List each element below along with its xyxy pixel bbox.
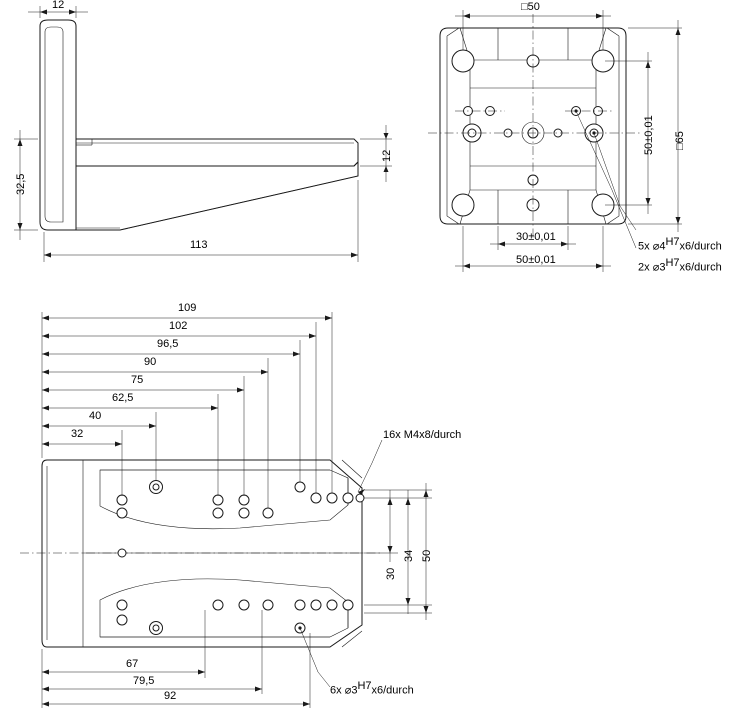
- side-dim-113: 113: [190, 239, 208, 251]
- diameter-icon-2: ⌀: [652, 261, 660, 274]
- top-dim-square-65: □65: [674, 131, 686, 150]
- side-dim-12-top: 12: [52, 0, 65, 11]
- side-dim-12-arm: 12: [381, 149, 393, 162]
- front-dim-92: 92: [164, 690, 177, 702]
- front-dim-79-5: 79,5: [133, 675, 155, 687]
- front-dim-75: 75: [131, 374, 144, 386]
- front-plan-geometry: [20, 460, 380, 647]
- front-dim-102: 102: [169, 320, 188, 332]
- front-dim-96-5: 96,5: [157, 338, 179, 350]
- front-dim-90: 90: [144, 356, 157, 368]
- front-plan-bottom-dimensions: [42, 440, 382, 708]
- top-note-hole-4mm: 5x ⌀4H7x6/durch: [638, 236, 722, 253]
- front-dim-50: 50: [421, 549, 433, 562]
- top-dim-30-tol: 30±0,01: [516, 231, 556, 243]
- front-note-thread-m4: 16x M4x8/durch: [383, 429, 462, 441]
- top-note-hole-3mm: 2x ⌀3H7x6/durch: [638, 257, 722, 274]
- top-dim-square-50: □50: [521, 1, 540, 13]
- top-dim-50-tol: 50±0,01: [643, 115, 655, 155]
- square-symbol-icon: □: [521, 1, 528, 13]
- diameter-icon-1: ⌀: [652, 240, 660, 253]
- side-elevation-geometry: [40, 20, 358, 230]
- front-dim-67: 67: [126, 658, 139, 670]
- front-dim-109: 109: [178, 302, 197, 314]
- side-dim-32-5: 32,5: [15, 173, 27, 195]
- side-elevation-dimensions: [14, 6, 392, 262]
- diameter-icon-3: ⌀: [344, 684, 352, 697]
- square-symbol-icon-2: □: [674, 143, 686, 150]
- front-dim-32: 32: [71, 428, 84, 440]
- front-dim-34: 34: [403, 549, 415, 562]
- top-dim-50-outer: 50±0,01: [516, 254, 556, 266]
- front-dim-62-5: 62,5: [112, 392, 134, 404]
- top-plan-geometry: [428, 14, 640, 238]
- front-dim-40: 40: [89, 410, 102, 422]
- front-note-hole-3mm: 6x ⌀3H7x6/durch: [330, 680, 414, 697]
- front-plan-top-dimensions: [42, 312, 332, 508]
- front-dim-30: 30: [385, 567, 397, 580]
